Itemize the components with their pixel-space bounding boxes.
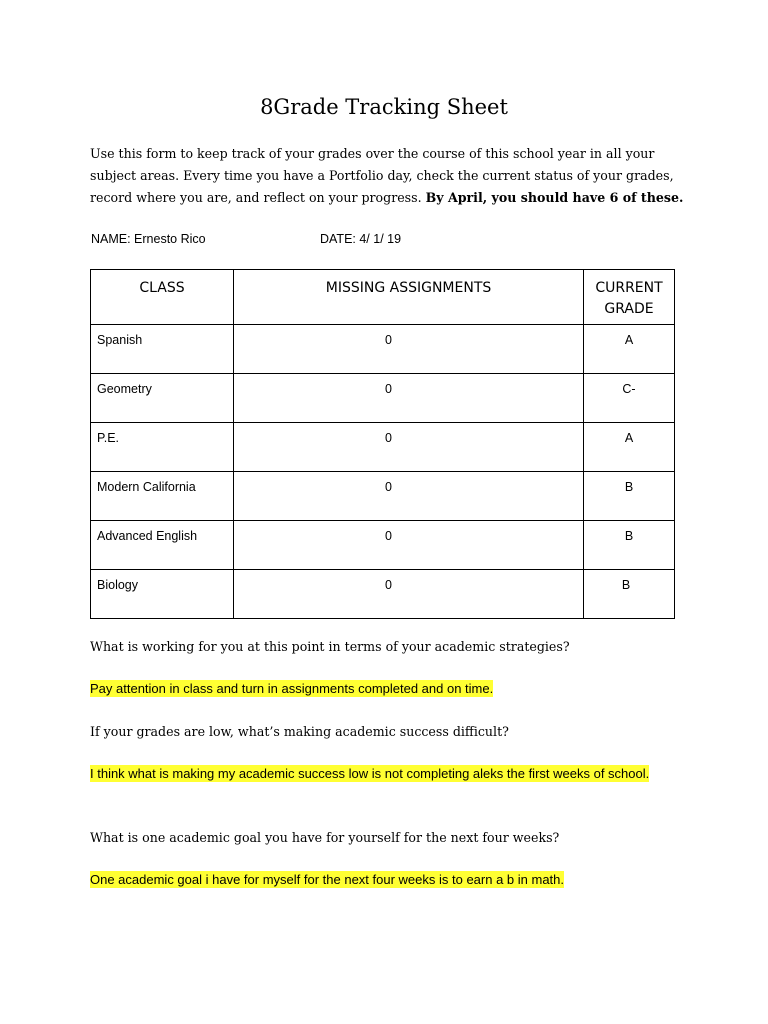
missing-cell: 0 bbox=[234, 521, 584, 570]
grade-cell: B bbox=[584, 472, 675, 521]
class-cell: Biology bbox=[91, 570, 234, 619]
class-cell: Advanced English bbox=[91, 521, 234, 570]
answer-working bbox=[90, 678, 690, 700]
missing-cell: 0 bbox=[234, 423, 584, 472]
table-row bbox=[91, 325, 675, 374]
question-working: What is working for you at this point in terms of your academic strategies? bbox=[90, 639, 570, 654]
class-cell: Geometry bbox=[91, 374, 234, 423]
class-cell: Modern California bbox=[91, 472, 234, 521]
table-row bbox=[91, 374, 675, 423]
answer-highlight: I think what is making my academic success low is not completing aleks the first weeks of school. bbox=[90, 766, 650, 781]
answer-difficulty bbox=[90, 763, 690, 785]
missing-cell: 0 bbox=[234, 325, 584, 374]
header-current-grade: CURRENT GRADE bbox=[584, 270, 675, 325]
table-row bbox=[91, 521, 675, 570]
grade-cell: B bbox=[584, 570, 675, 619]
answer-goal bbox=[90, 869, 690, 891]
table-row bbox=[91, 570, 675, 619]
class-cell: P.E. bbox=[91, 423, 234, 472]
missing-cell: 0 bbox=[234, 570, 584, 619]
grade-cell: A bbox=[584, 325, 675, 374]
grade-cell: B bbox=[584, 521, 675, 570]
header-class: CLASS bbox=[91, 270, 234, 325]
page-title: 8Grade Tracking Sheet bbox=[260, 95, 508, 119]
question-goal: What is one academic goal you have for yourself for the next four weeks? bbox=[90, 830, 560, 845]
answer-highlight: Pay attention in class and turn in assignments completed and on time. bbox=[90, 681, 494, 696]
grades-table bbox=[90, 269, 675, 619]
header-missing-assignments: MISSING ASSIGNMENTS bbox=[234, 270, 584, 325]
student-name: NAME: Ernesto Rico bbox=[91, 232, 206, 246]
intro-paragraph bbox=[90, 143, 690, 209]
class-cell: Spanish bbox=[91, 325, 234, 374]
missing-cell: 0 bbox=[234, 472, 584, 521]
report-date: DATE: 4/ 1/ 19 bbox=[320, 232, 402, 246]
table-header-row bbox=[91, 270, 675, 325]
intro-text: Use this form to keep track of your grades over the course of this school year in all your subject areas. Every time you have a Portfolio day, check the current status of your grades, record where you are, and reflect on your progress. bbox=[90, 146, 674, 205]
intro-bold-text: By April, you should have 6 of these. bbox=[425, 190, 684, 205]
grade-cell: A bbox=[584, 423, 675, 472]
table-row bbox=[91, 472, 675, 521]
table-row bbox=[91, 423, 675, 472]
grade-cell: C- bbox=[584, 374, 675, 423]
missing-cell: 0 bbox=[234, 374, 584, 423]
question-difficulty: If your grades are low, what’s making academic success difficult? bbox=[90, 724, 509, 739]
answer-highlight: One academic goal i have for myself for the next four weeks is to earn a b in math. bbox=[90, 872, 565, 887]
